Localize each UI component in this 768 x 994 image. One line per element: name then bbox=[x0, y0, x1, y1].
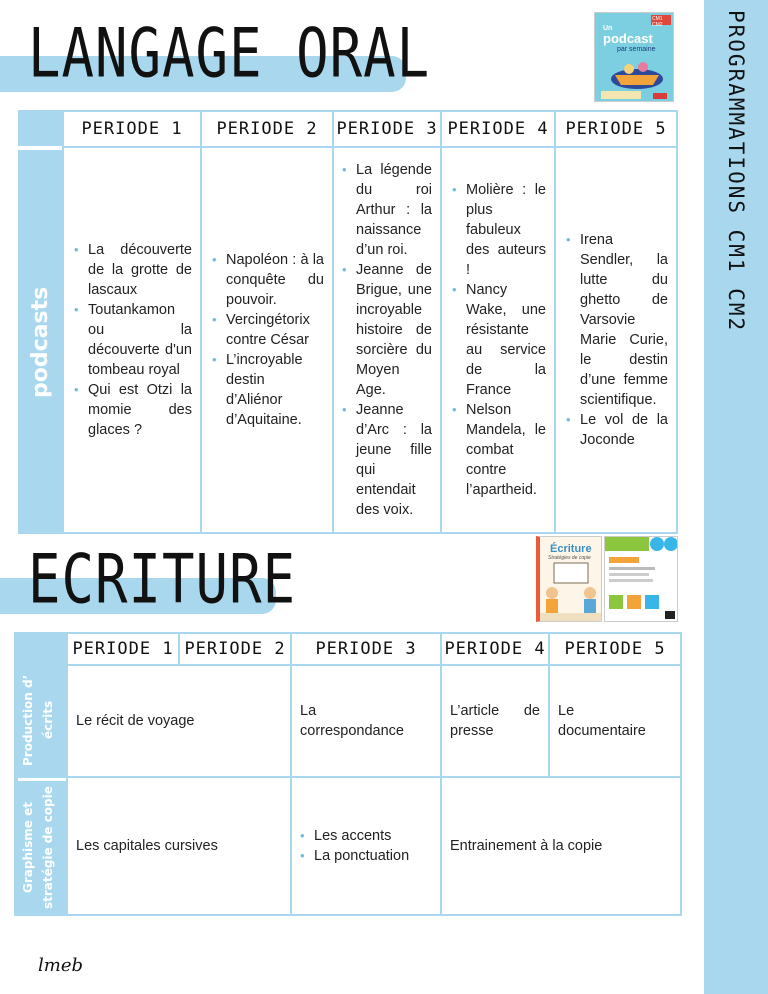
graphisme-cell-p12: Les capitales cursives bbox=[66, 776, 292, 916]
list-item: • La légende du roi Arthur : la naissance d’un roi. bbox=[340, 160, 432, 260]
oral-cell-p1 bbox=[62, 146, 202, 534]
oral-header-p5: PERIODE 5 bbox=[554, 110, 678, 148]
list-item: • Qui est Otzi la momie des glaces ? bbox=[72, 380, 192, 440]
ecriture-header-p3: PERIODE 3 bbox=[290, 632, 442, 666]
list-item: • Nancy Wake, une résistante au service de la France bbox=[450, 280, 546, 400]
oral-cell-p2 bbox=[200, 146, 334, 534]
production-cell-p3: La correspondance bbox=[290, 664, 442, 778]
list-item: • La ponctuation bbox=[298, 846, 434, 866]
list-item: • Les accents bbox=[298, 826, 434, 846]
book-title: podcast bbox=[603, 31, 653, 46]
oral-cell-p5 bbox=[554, 146, 678, 534]
list-item: • Jeanne d’Arc : la jeune fille qui entendait des voix. bbox=[340, 400, 432, 520]
list-item: • Toutankamon ou la découverte d'un tombeau royal bbox=[72, 300, 192, 380]
oral-header-p2: PERIODE 2 bbox=[200, 110, 334, 148]
book-tag: CM1 CM2 bbox=[652, 16, 663, 28]
side-title: PROGRAMMATIONS CM1 CM2 bbox=[724, 9, 748, 333]
book-subtitle: par semaine bbox=[617, 46, 656, 53]
signature: lmeb bbox=[38, 955, 83, 976]
oral-header-p1: PERIODE 1 bbox=[62, 110, 202, 148]
book-label-top: Un bbox=[603, 25, 613, 32]
ecriture-title: ECRITURE bbox=[28, 540, 297, 619]
production-cell-p5: Le documentaire bbox=[548, 664, 682, 778]
ecriture-book-subtitle: Stratégies de copie bbox=[548, 555, 591, 561]
ecriture-book-flyer bbox=[604, 536, 678, 622]
graphisme-cell-p3 bbox=[290, 776, 442, 916]
graphisme-cell-p45: Entrainement à la copie bbox=[440, 776, 682, 916]
ecriture-divider bbox=[18, 778, 66, 781]
ecriture-header-p1: PERIODE 1 bbox=[66, 632, 180, 666]
graphisme-label: Graphisme et stratégie de copie bbox=[21, 786, 55, 910]
ecriture-header-p5: PERIODE 5 bbox=[548, 632, 682, 666]
oral-cell-p3 bbox=[332, 146, 442, 534]
oral-cell-p4 bbox=[440, 146, 556, 534]
production-cell-p4: L’article de presse bbox=[440, 664, 550, 778]
list-item: • Irena Sendler, la lutte du ghetto de Varsovie Marie Curie, le destin d’une femme scientifique. bbox=[564, 230, 668, 410]
list-item: • Le vol de la Joconde bbox=[564, 410, 668, 450]
podcast-book-cover bbox=[594, 12, 674, 102]
oral-header-p3: PERIODE 3 bbox=[332, 110, 442, 148]
list-item: • Vercingétorix contre César bbox=[210, 310, 324, 350]
list-item: • La découverte de la grotte de lascaux bbox=[72, 240, 192, 300]
list-item: • Nelson Mandela, le combat contre l’apartheid. bbox=[450, 400, 546, 500]
ecriture-header-p4: PERIODE 4 bbox=[440, 632, 550, 666]
production-label: Production d’ écrits bbox=[21, 674, 55, 766]
list-item: • Molière : le plus fabuleux des auteurs ! bbox=[450, 180, 546, 280]
list-item: • Jeanne de Brigue, une incroyable histoire de sorcière du Moyen Age. bbox=[340, 260, 432, 400]
list-item: • L’incroyable destin d’Aliénor d’Aquitaine. bbox=[210, 350, 324, 430]
podcasts-label: podcasts bbox=[28, 286, 53, 398]
flyer-illustration-icon bbox=[605, 537, 678, 622]
ecriture-book-cover bbox=[536, 536, 602, 622]
ecriture-header-p2: PERIODE 2 bbox=[178, 632, 292, 666]
oral-header-p4: PERIODE 4 bbox=[440, 110, 556, 148]
oral-title: LANGAGE ORAL bbox=[28, 14, 431, 93]
list-item: • Napoléon : à la conquête du pouvoir. bbox=[210, 250, 324, 310]
ecriture-book-title: Écriture bbox=[550, 543, 592, 555]
production-cell-p12: Le récit de voyage bbox=[66, 664, 292, 778]
